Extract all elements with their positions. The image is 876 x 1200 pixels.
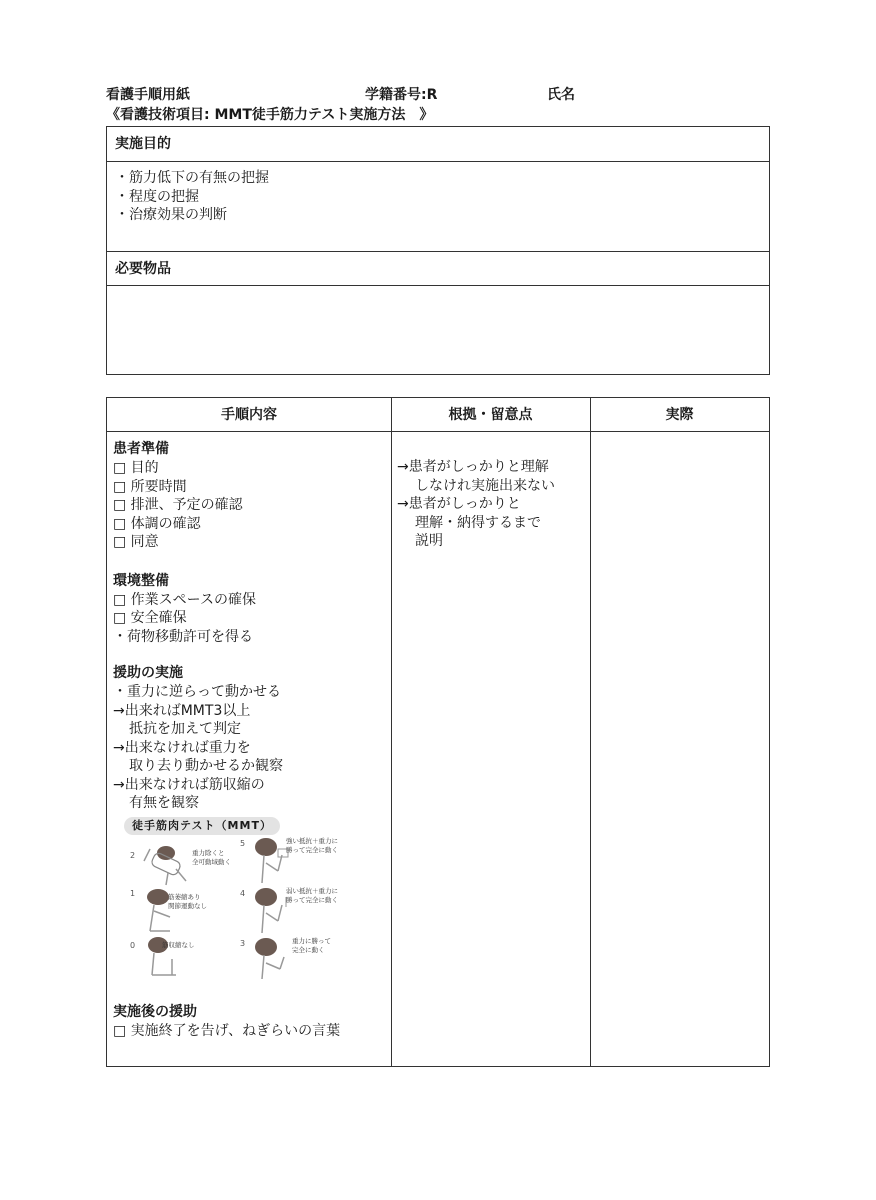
rationale-item: 説明 — [415, 533, 443, 549]
section-title-environment: 環境整備 — [113, 572, 169, 589]
grade-caption — [168, 893, 207, 911]
name-label: 氏名 — [547, 87, 575, 103]
section-title-after: 実施後の援助 — [113, 1004, 197, 1020]
rationale-item: →患者がしっかりと理解 — [397, 459, 549, 475]
list-item: □ 実施終了を告げ、ねぎらいの言葉 — [113, 1023, 341, 1039]
rationale-item: 理解・納得するまで — [415, 514, 541, 531]
rationale-item: →患者がしっかりと — [397, 496, 521, 512]
grade-number: 2 — [130, 851, 136, 860]
mmt-illustration — [118, 817, 366, 982]
arm-flexion-figure-icon — [246, 935, 296, 981]
after-section — [113, 1002, 340, 1041]
list-item: □ 所要時間 — [113, 478, 187, 495]
purpose-item: ・程度の把握 — [115, 188, 199, 205]
caption-line: 関節運動なし — [168, 902, 207, 910]
caption-line: 完全に動く — [292, 946, 325, 954]
caption-line: 全可動域動く — [192, 858, 231, 866]
grade-number: 1 — [130, 889, 136, 898]
mmt-grade-5 — [240, 835, 364, 885]
caption-line: 筋萎縮あり — [168, 893, 201, 901]
header-rationale: 根拠・留意点 — [391, 398, 590, 432]
header-actual: 実際 — [590, 398, 769, 432]
grade-caption — [286, 837, 338, 855]
caption-line: 重力に勝って — [292, 937, 331, 945]
grade-number: 3 — [240, 939, 246, 948]
list-item: □ 排泄、予定の確認 — [113, 497, 243, 513]
caption-line: 強い抵抗＋重力に — [286, 837, 338, 845]
list-item: □ 同意 — [113, 534, 159, 550]
grade-number: 5 — [240, 839, 246, 848]
procedure-column — [113, 439, 283, 813]
caption-line: 弱い抵抗＋重力に — [286, 887, 338, 895]
list-item: □ 目的 — [113, 460, 159, 476]
grade-number: 0 — [130, 941, 136, 950]
column-divider — [391, 398, 392, 1066]
list-item: 抵抗を加えて判定 — [129, 721, 241, 737]
caption-line: 筋収縮なし — [162, 941, 195, 949]
list-item: →出来なければ重力を — [113, 739, 251, 756]
mmt-grade-4 — [240, 885, 364, 935]
mmt-grade-2 — [126, 839, 241, 887]
grade-caption — [192, 849, 231, 867]
grade-caption — [162, 941, 195, 950]
grade-caption — [292, 937, 331, 955]
mmt-grade-1 — [126, 887, 241, 935]
mmt-grade-3 — [240, 935, 364, 981]
rationale-column — [397, 458, 555, 551]
purpose-item: ・治療効果の判断 — [115, 207, 227, 223]
list-item: 取り去り動かせるか観察 — [129, 758, 283, 774]
caption-line: 勝って完全に動く — [286, 846, 338, 854]
list-item: □ 作業スペースの確保 — [113, 591, 256, 608]
mmt-grade-0 — [126, 935, 241, 981]
caption-line: 勝って完全に動く — [286, 896, 338, 904]
grade-number: 4 — [240, 889, 246, 898]
mmt-title: 徒手筋肉テスト（MMT） — [124, 817, 280, 835]
supplies-content — [107, 286, 769, 374]
lying-figure-icon — [136, 839, 196, 887]
header-procedure: 手順内容 — [107, 398, 391, 432]
caption-line: 重力除くと — [192, 849, 225, 857]
section-title-assistance: 援助の実施 — [113, 665, 183, 681]
list-item: ・重力に逆らって動かせる — [113, 684, 281, 700]
topic-title: 《看護技術項目: MMT徒手筋力テスト実施方法 》 — [106, 107, 434, 123]
list-item: 有無を観察 — [129, 795, 199, 811]
list-item: □ 安全確保 — [113, 610, 187, 626]
purpose-supplies-box — [106, 126, 770, 375]
grade-caption — [286, 887, 338, 905]
student-id-label: 学籍番号:R — [365, 87, 438, 103]
list-item: →出来なければ筋収縮の — [113, 776, 265, 793]
purpose-item: ・筋力低下の有無の把握 — [115, 170, 269, 186]
actual-column — [591, 433, 769, 1066]
list-item: ・荷物移動許可を得る — [113, 628, 253, 645]
purpose-title: 実施目的 — [107, 127, 769, 162]
section-title-patient-prep: 患者準備 — [113, 441, 169, 457]
purpose-list — [115, 169, 269, 225]
supplies-title: 必要物品 — [107, 251, 769, 286]
sheet-title: 看護手順用紙 — [106, 87, 190, 103]
list-item: □ 体調の確認 — [113, 515, 201, 532]
list-item: →出来ればMMT3以上 — [113, 702, 251, 719]
rationale-item: しなけれ実施出来ない — [415, 477, 555, 494]
